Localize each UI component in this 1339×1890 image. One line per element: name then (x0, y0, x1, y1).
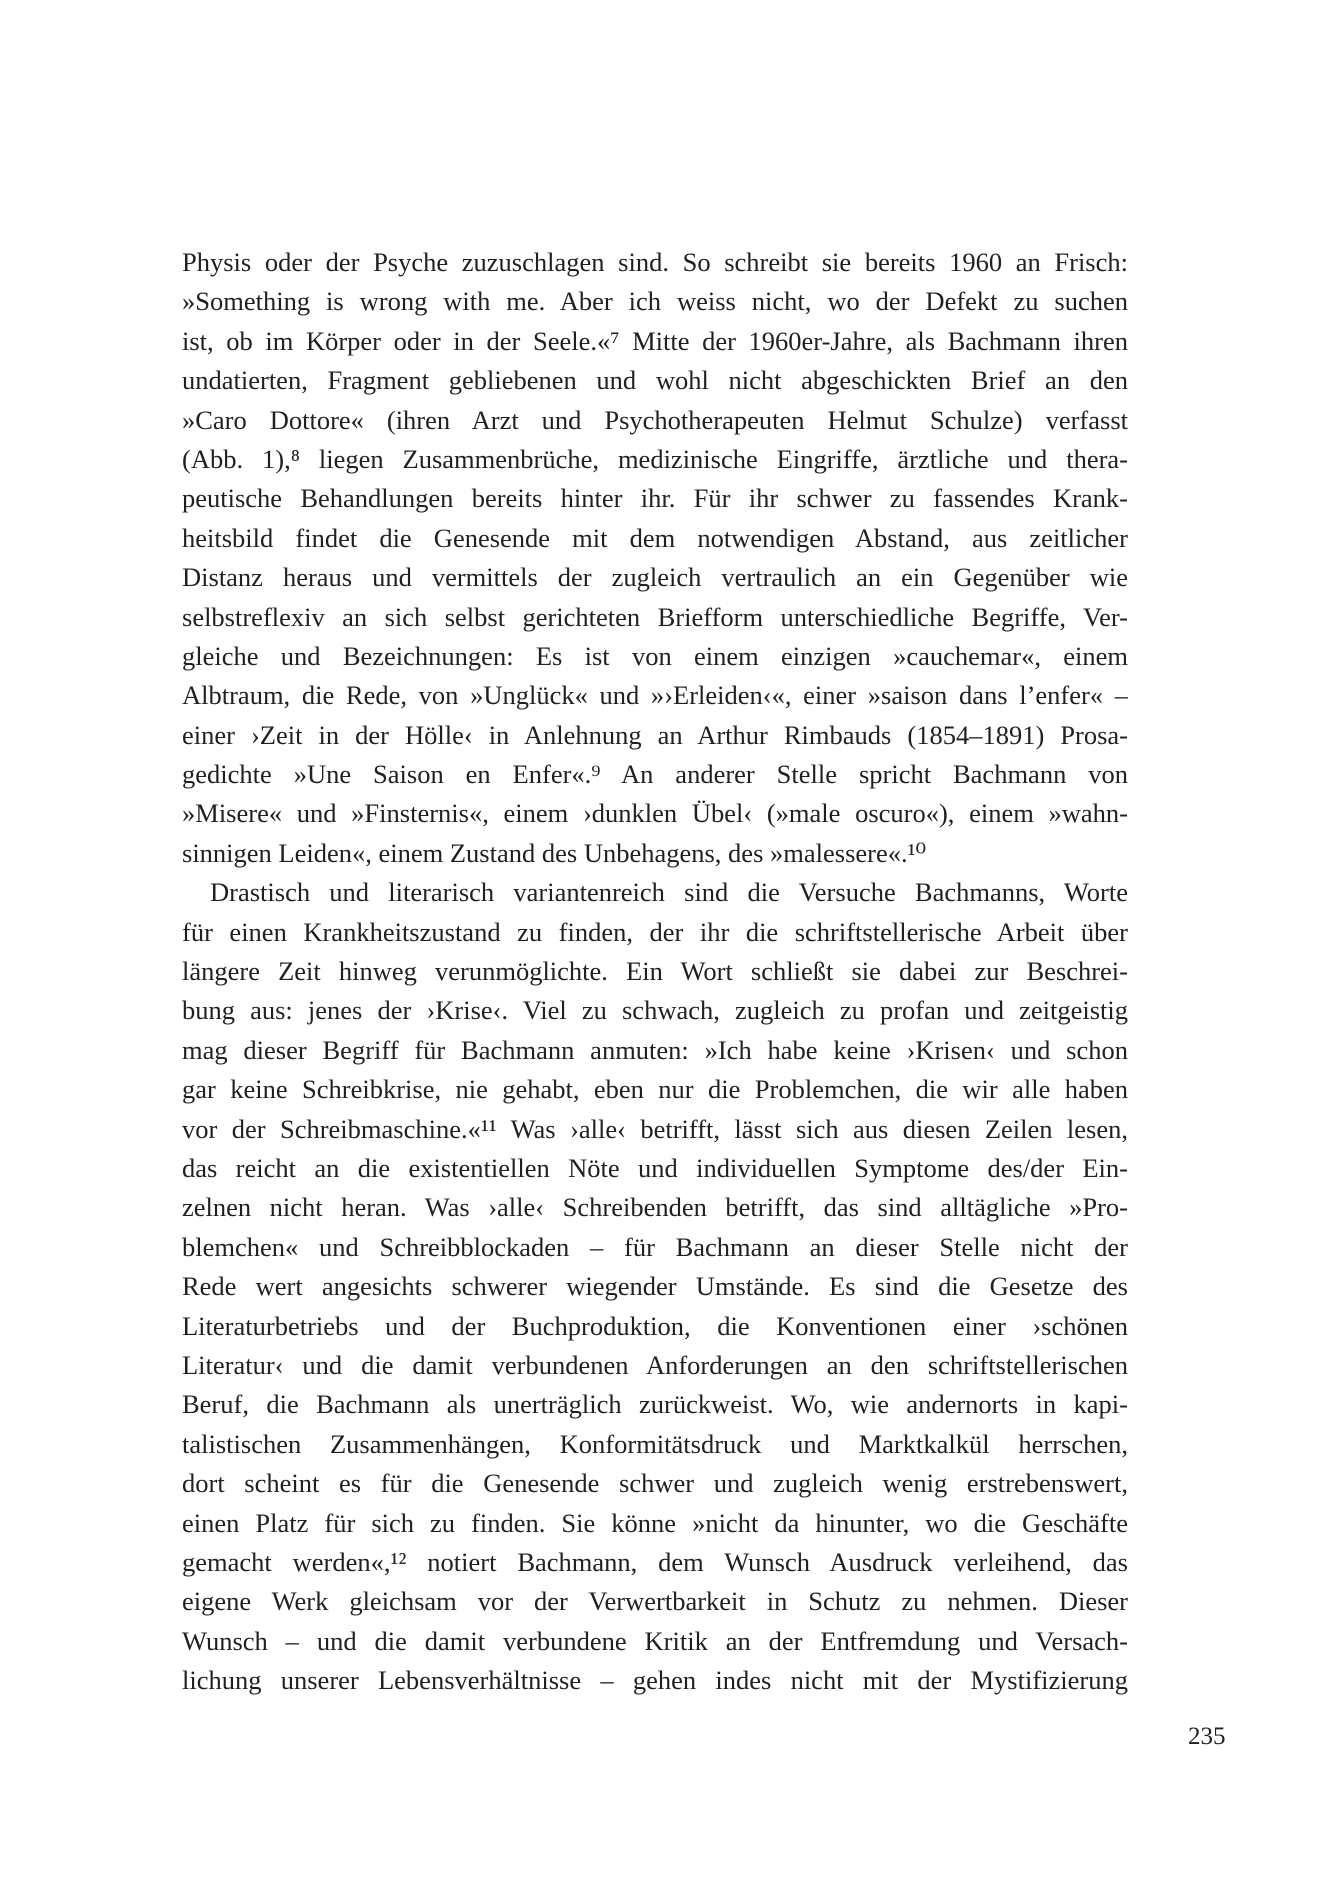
text-line: undatierten, Fragment gebliebenen und wohl nicht abgeschickten Brief an den (182, 365, 1128, 396)
paragraph-2 (182, 873, 1128, 1700)
text-line: peutische Behandlungen bereits hinter ihr. Für ihr schwer zu fassendes Krank- (182, 483, 1128, 514)
text-line: mag dieser Begriff für Bachmann anmuten: »Ich habe keine ›Krisen‹ und schon (182, 1034, 1128, 1065)
text-line: Wunsch – und die damit verbundene Kritik an der Entfremdung und Versach- (182, 1625, 1128, 1656)
text-line: eigene Werk gleichsam vor der Verwertbarkeit in Schutz zu nehmen. Dieser (182, 1586, 1128, 1617)
text-line: einer ›Zeit in der Hölle‹ in Anlehnung an Arthur Rimbauds (1854–1891) Prosa- (182, 719, 1128, 750)
text-line: »Caro Dottore« (ihren Arzt und Psychotherapeuten Helmut Schulze) verfasst (182, 404, 1128, 435)
text-line: Rede wert angesichts schwerer wiegender Umstände. Es sind die Gesetze des (182, 1271, 1128, 1302)
text-line: gedichte »Une Saison en Enfer«.⁹ An anderer Stelle spricht Bachmann von (182, 759, 1128, 790)
body-text (182, 243, 1128, 1700)
text-line: Albtraum, die Rede, von »Unglück« und »›Erleiden‹«, einer »saison dans l’enfer« – (182, 680, 1128, 711)
text-line: Physis oder der Psyche zuzuschlagen sind. So schreibt sie bereits 1960 an Frisch: (182, 247, 1128, 277)
text-line: »Misere« und »Finsternis«, einem ›dunklen Übel‹ (»male oscuro«), einem »wahn- (182, 798, 1128, 829)
text-line: Literaturbetriebs und der Buchproduktion, die Konventionen einer ›schönen (182, 1310, 1128, 1341)
text-line: ist, ob im Körper oder in der Seele.«⁷ Mitte der 1960er-Jahre, als Bachmann ihren (182, 325, 1128, 356)
text-line: Distanz heraus und vermittels der zugleich vertraulich an ein Gegenüber wie (182, 562, 1128, 593)
text-line: das reicht an die existentiellen Nöte und individuellen Symptome des/der Ein- (182, 1152, 1128, 1183)
text-line: lichung unserer Lebensverhältnisse – gehen indes nicht mit der Mystifizierung (182, 1665, 1128, 1696)
text-line: selbstreflexiv an sich selbst gerichteten Briefform unterschiedliche Begriffe, Ver- (182, 601, 1128, 632)
page-number: 235 (1188, 1723, 1226, 1750)
text-line: für einen Krankheitszustand zu finden, der ihr die schriftstellerische Arbeit über (182, 916, 1128, 947)
text-line: Beruf, die Bachmann als unerträglich zurückweist. Wo, wie andernorts in kapi- (182, 1389, 1128, 1420)
text-line: gar keine Schreibkrise, nie gehabt, eben nur die Problemchen, die wir alle haben (182, 1074, 1128, 1105)
text-line: »Something is wrong with me. Aber ich weiss nicht, wo der Defekt zu suchen (182, 286, 1128, 317)
text-line: blemchen« und Schreibblockaden – für Bachmann an dieser Stelle nicht der (182, 1231, 1128, 1262)
paragraph-1 (182, 243, 1128, 873)
text-line: dort scheint es für die Genesende schwer und zugleich wenig erstrebenswert, (182, 1468, 1128, 1499)
text-line: vor der Schreibmaschine.«¹¹ Was ›alle‹ betrifft, lässt sich aus diesen Zeilen lesen, (182, 1113, 1128, 1144)
text-line: Drastisch und literarisch variantenreich sind die Versuche Bachmanns, Worte (210, 877, 1128, 908)
text-line: Literatur‹ und die damit verbundenen Anforderungen an den schriftstellerischen (182, 1349, 1128, 1380)
text-line: längere Zeit hinweg verunmöglichte. Ein Wort schließt sie dabei zur Beschrei- (182, 956, 1128, 987)
text-line: gleiche und Bezeichnungen: Es ist von einem einzigen »cauchemar«, einem (182, 640, 1128, 671)
text-line: einen Platz für sich zu finden. Sie könne »nicht da hinunter, wo die Geschäfte (182, 1507, 1128, 1538)
text-line: sinnigen Leiden«, einem Zustand des Unbehagens, des »malessere«.¹⁰ (182, 837, 927, 868)
text-line: bung aus: jenes der ›Krise‹. Viel zu schwach, zugleich zu profan und zeitgeistig (182, 995, 1128, 1026)
text-line: gemacht werden«,¹² notiert Bachmann, dem Wunsch Ausdruck verleihend, das (182, 1546, 1128, 1577)
text-line: talistischen Zusammenhängen, Konformitätsdruck und Marktkalkül herrschen, (182, 1428, 1128, 1459)
text-line: heitsbild findet die Genesende mit dem notwendigen Abstand, aus zeitlicher (182, 522, 1128, 553)
text-line: (Abb. 1),⁸ liegen Zusammenbrüche, medizinische Eingriffe, ärztliche und thera- (182, 443, 1128, 474)
text-line: zelnen nicht heran. Was ›alle‹ Schreibenden betrifft, das sind alltägliche »Pro- (182, 1192, 1128, 1223)
